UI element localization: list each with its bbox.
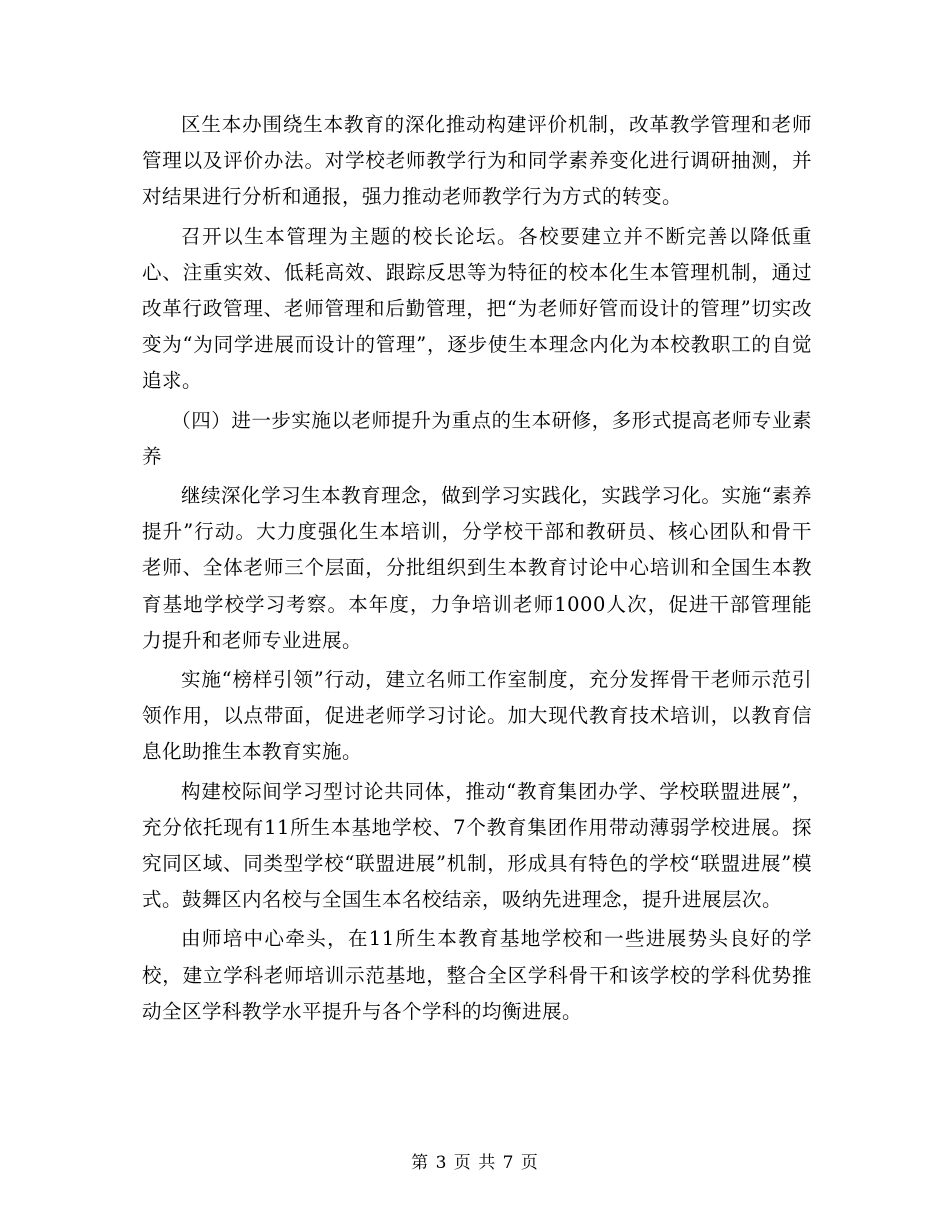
paragraph-literacy-improvement: 继续深化学习生本教育理念，做到学习实践化，实践学习化。实施“素养提升”行动。大力度强化生本培训，分学校干部和教研员、核心团队和骨干老师、全体老师三个层面，分批组织到生本教育讨论中心培训和全国生本教育基地学校学习考察。本年度，力争培训老师1000人次，促进干部管理能力提升和老师专业进展。 bbox=[142, 484, 812, 652]
page-number-footer: 第 3 页 共 7 页 bbox=[411, 1153, 539, 1173]
section-heading-teacher-training: （四）进一步实施以老师提升为重点的生本研修，多形式提高老师专业素养 bbox=[142, 408, 812, 468]
paragraph-role-model-leading: 实施“榜样引领”行动，建立名师工作室制度，充分发挥骨干老师示范引领作用，以点带面，促进老师学习讨论。加大现代教育技术培训，以教育信息化助推生本教育实施。 bbox=[142, 668, 812, 764]
paragraph-learning-community: 构建校际间学习型讨论共同体，推动“教育集团办学、学校联盟进展”，充分依托现有11所生本基地学校、7个教育集团作用带动薄弱学校进展。探究同区域、同类型学校“联盟进展”机制，形成具有特色的学校“联盟进展”模式。鼓舞区内名校与全国生本名校结亲，吸纳先进理念，提升进展层次。 bbox=[142, 779, 812, 912]
paragraph-training-base: 由师培中心牵头，在11所生本教育基地学校和一些进展势头良好的学校，建立学科老师培训示范基地，整合全区学科骨干和该学校的学科优势推动全区学科教学水平提升与各个学科的均衡进展。 bbox=[142, 927, 812, 1023]
paragraph-principal-forum: 召开以生本管理为主题的校长论坛。各校要建立并不断完善以降低重心、注重实效、低耗高效、跟踪反思等为特征的校本化生本管理机制，通过改革行政管理、老师管理和后勤管理，把“为老师好管而设计的管理”切实改变为“为同学进展而设计的管理”，逐步使生本理念内化为本校教职工的自觉追求。 bbox=[142, 224, 812, 393]
paragraph-evaluation-mechanism: 区生本办围绕生本教育的深化推动构建评价机制，改革教学管理和老师管理以及评价办法。对学校老师教学行为和同学素养变化进行调研抽测，并对结果进行分析和通报，强力推动老师教学行为方式的转变。 bbox=[142, 113, 812, 209]
document-page bbox=[142, 107, 812, 1033]
